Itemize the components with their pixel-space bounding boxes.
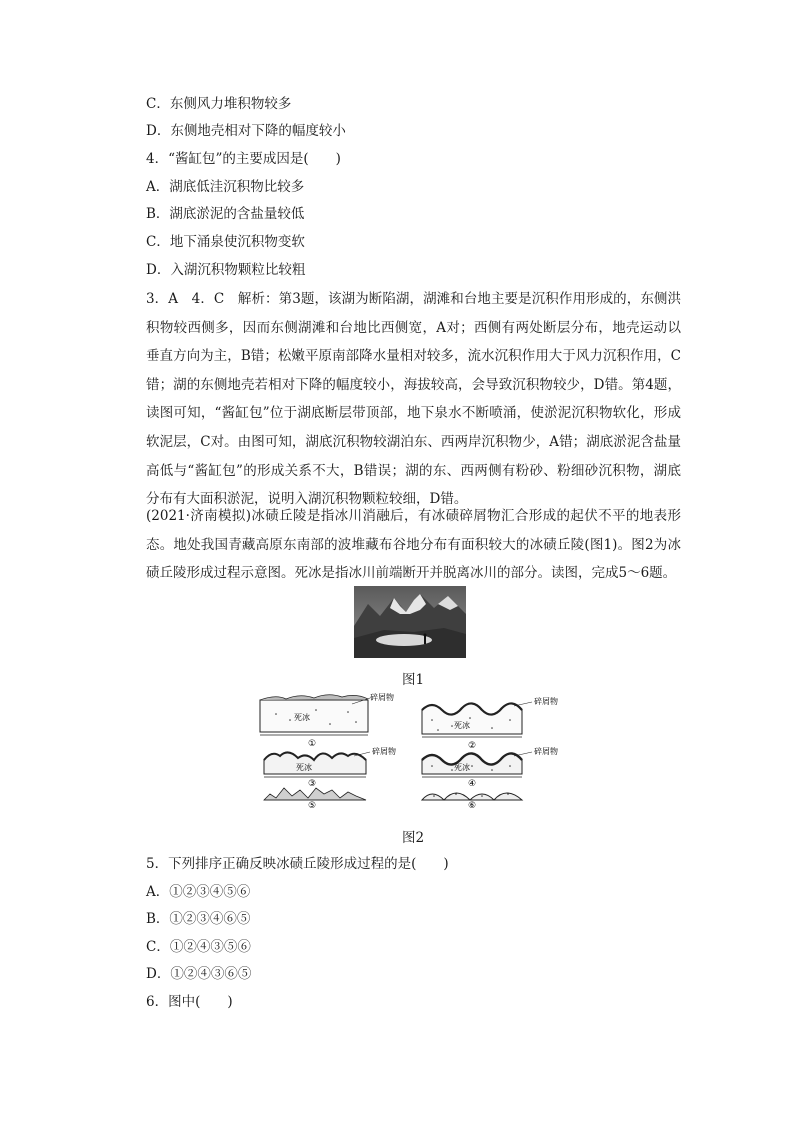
q4-option-b[interactable]: B．湖底淤泥的含盐量较低: [146, 206, 305, 222]
panel-3-number: ③: [308, 779, 317, 789]
answer-text: 解析：第3题，该湖为断陷湖，湖滩和台地主要是沉积作用形成的，东侧洪积物较西侧多，因而东侧湖滩和台地比西侧宽，A对；西侧有两处断层分布，地壳运动以垂直方向为主，B错；松嫩平原南部降水量相对较多，流水沉积作用大于风力沉积作用，C错；湖的东侧地壳若相对下降的幅度较小，海拔较高，会导致沉积物较少，D错。第4题，读图可知，“酱缸包”位于湖底断层带顶部，地下泉水不断喷涌，使淤泥沉积物软化，形成软泥层，C对。由图可知，湖底沉积物较湖泊东、西两岸沉积物少，A错；湖底淤泥含盐量高低与“酱缸包”的形成关系不大，B错误；湖的东、西两侧有粉砂、粉细砂沉积物，湖底分布有大面积淤泥，说明入湖沉积物颗粒较细，D错。: [146, 291, 681, 508]
q4-stem: 4．“酱缸包”的主要成因是( ): [146, 151, 341, 167]
q5-option-a[interactable]: A．①②③④⑤⑥: [146, 884, 251, 900]
q5-option-c[interactable]: C．①②④③⑤⑥: [146, 939, 251, 955]
panel-1-dead-ice-label: 死冰: [294, 713, 310, 722]
panel-4-number: ④: [468, 779, 477, 789]
figure2-caption: 图2: [401, 830, 425, 846]
panel-4-dead-ice-label: 死冰: [454, 763, 470, 772]
panel-6-graphic: [422, 793, 522, 808]
figure1-caption: 图1: [401, 672, 425, 688]
passage-intro: [121, 502, 681, 588]
panel-1-graphic: [260, 692, 394, 749]
q4-option-c[interactable]: C．地下涌泉使沉积物变软: [146, 234, 305, 250]
panel-3-graphic: [264, 746, 396, 789]
panel-1-debris-label: 碎屑物: [370, 693, 394, 702]
q6-stem: 6．图中( ): [146, 994, 233, 1010]
q5-stem: 5．下列排序正确反映冰碛丘陵形成过程的是( ): [146, 856, 449, 872]
panel-6-number: ⑥: [468, 801, 477, 808]
panel-5-number: ⑤: [308, 801, 317, 808]
q3-option-c[interactable]: C．东侧风力堆积物较多: [146, 96, 292, 112]
q4-option-a[interactable]: A．湖底低洼沉积物比较多: [146, 179, 305, 195]
panel-3-debris-label: 碎屑物: [372, 747, 396, 756]
panel-2-debris-label: 碎屑物: [534, 697, 558, 706]
passage-text: (2021·济南模拟)冰碛丘陵是指冰川消融后，有冰碛碎屑物汇合形成的起伏不平的地表形态。地处我国青藏高原东南部的波堆藏布谷地分布有面积较大的冰碛丘陵(图1)。图2为冰碛丘陵形成过程示意图。死冰是指冰川前端断开并脱离冰川的部分。读图，完成5～6题。: [146, 508, 681, 582]
figure2-graphic: [256, 690, 576, 808]
q3-option-d[interactable]: D．东侧地壳相对下降的幅度较小: [146, 123, 346, 139]
panel-2-graphic: [422, 696, 558, 751]
answer-key: 3．A 4．C: [146, 291, 225, 307]
panel-3-dead-ice-label: 死冰: [296, 763, 312, 772]
panel-1-number: ①: [308, 739, 317, 749]
figure2-diagram: [256, 690, 576, 808]
panel-4-debris-label: 碎屑物: [534, 747, 558, 756]
q4-option-d[interactable]: D．入湖沉积物颗粒比较粗: [146, 262, 306, 278]
answer-explanation: [121, 285, 681, 514]
q5-option-b[interactable]: B．①②③④⑥⑤: [146, 911, 251, 927]
panel-2-number: ②: [468, 741, 477, 751]
panel-4-graphic: [422, 746, 558, 789]
figure1-photo: [354, 586, 466, 658]
figure1-photo-graphic: [354, 586, 466, 658]
panel-2-dead-ice-label: 死冰: [454, 721, 470, 730]
panel-5-graphic: [264, 788, 366, 808]
q5-option-d[interactable]: D．①②④③⑥⑤: [146, 966, 252, 982]
